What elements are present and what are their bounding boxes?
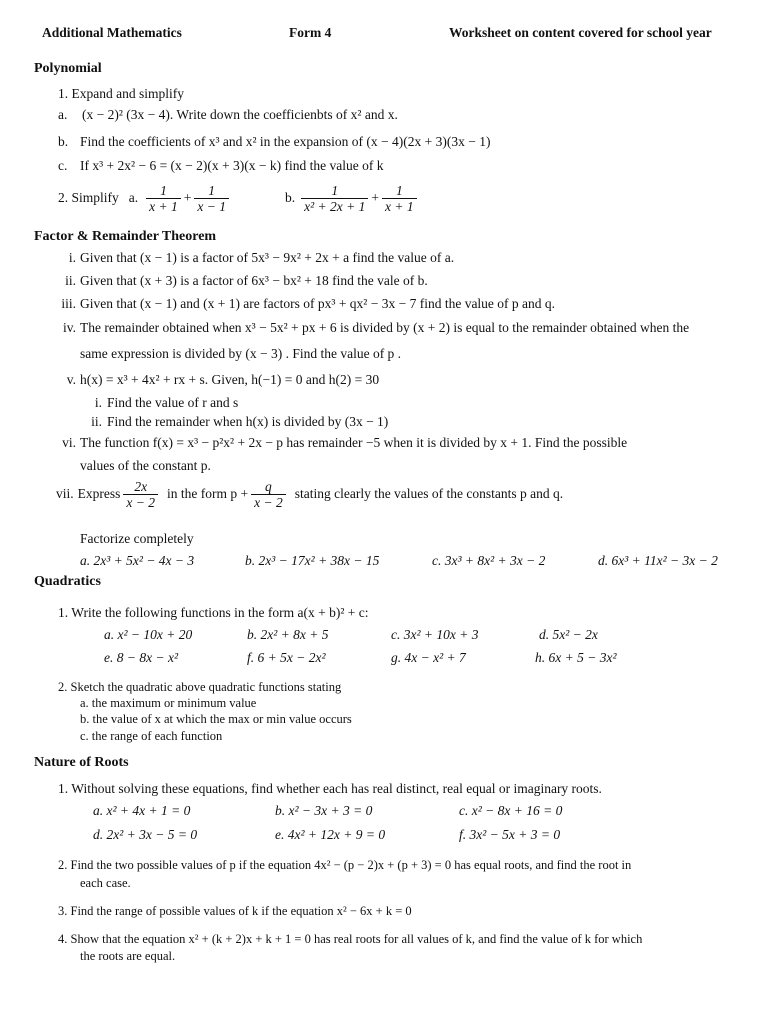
fraction-numerator: 1	[146, 183, 181, 199]
roots-item: e. 4x² + 12x + 9 = 0	[275, 827, 386, 842]
item-label: iii.	[61, 296, 76, 311]
form-label: Form 4	[289, 25, 332, 40]
item-label: ii.	[91, 414, 102, 429]
factor-item-i: Given that (x − 1) is a factor of 5x³ − 9x² + 2x + a find the value of a.	[80, 250, 455, 265]
poly-q1b: Find the coefficients of x³ and x² in the expansion of (x − 4)(2x + 3)(3x − 1)	[80, 134, 491, 149]
factor-item-iii: Given that (x − 1) and (x + 1) are factors of px³ + qx² − 3x − 7 find the value of p and q.	[80, 296, 556, 311]
section-heading-nature-of-roots: Nature of Roots	[34, 755, 129, 770]
plus-sign: +	[371, 190, 380, 205]
poly-q1: 1. Expand and simplify	[58, 86, 184, 101]
section-heading-quadratics: Quadratics	[34, 574, 101, 589]
roots-q4: 4. Show that the equation x² + (k + 2)x + k + 1 = 0 has real roots for all values of k, and find the value of k for which	[58, 932, 643, 946]
roots-item: b. x² − 3x + 3 = 0	[275, 803, 373, 818]
quad-q2-item: a. the maximum or minimum value	[80, 696, 257, 710]
text: in the form p +	[167, 486, 249, 501]
fraction-numerator: 2x	[123, 479, 158, 495]
fraction	[382, 183, 417, 214]
item-label: v.	[66, 372, 76, 387]
factor-item-iv-cont: same expression is divided by (x − 3) . Find the value of p .	[80, 346, 402, 361]
factorize-item: b. 2x³ − 17x² + 38x − 15	[245, 553, 380, 568]
item-label: i.	[68, 250, 76, 265]
fraction-denominator: x + 1	[385, 198, 414, 214]
item-label: ii.	[65, 273, 76, 288]
fraction-denominator: x − 1	[197, 198, 226, 214]
fraction-numerator: 1	[194, 183, 229, 199]
quad-item: a. x² − 10x + 20	[104, 627, 193, 642]
roots-q3: 3. Find the range of possible values of k if the equation x² − 6x + k = 0	[58, 904, 412, 918]
text: Express	[77, 486, 121, 501]
factorize-item: d. 6x³ + 11x² − 3x − 2	[598, 553, 718, 568]
roots-q2: 2. Find the two possible values of p if the equation 4x² − (p − 2)x + (p + 3) = 0 has equal roots, and find the root in	[58, 858, 632, 872]
roots-item: c. x² − 8x + 16 = 0	[459, 803, 563, 818]
plus-sign: +	[183, 190, 192, 205]
poly-q2a-label: a.	[128, 190, 139, 205]
roots-item: d. 2x² + 3x − 5 = 0	[93, 827, 198, 842]
poly-q2: 2. Simplify	[58, 190, 119, 205]
fraction-denominator: x − 2	[126, 494, 155, 510]
factor-item-ii: Given that (x + 3) is a factor of 6x³ − bx² + 18 find the vale of b.	[80, 273, 428, 288]
factorize-heading: Factorize completely	[80, 531, 194, 546]
roots-item: f. 3x² − 5x + 3 = 0	[459, 827, 561, 842]
subject-title: Additional Mathematics	[42, 25, 182, 40]
factorize-item: a. 2x³ + 5x² − 4x − 3	[80, 553, 195, 568]
quad-item: g. 4x − x² + 7	[391, 650, 466, 665]
fraction	[194, 183, 229, 214]
quad-item: e. 8 − 8x − x²	[104, 650, 178, 665]
fraction-denominator: x − 2	[254, 494, 283, 510]
factor-item-v-ii: Find the remainder when h(x) is divided by (3x − 1)	[107, 414, 389, 429]
quad-q2-item: c. the range of each function	[80, 729, 223, 743]
fraction-numerator: 1	[382, 183, 417, 199]
section-heading-polynomial: Polynomial	[34, 61, 102, 76]
fraction	[123, 479, 158, 510]
fraction-numerator: 1	[301, 183, 368, 199]
fraction-numerator: q	[251, 479, 286, 495]
roots-q1: 1. Without solving these equations, find whether each has real distinct, real equal or imaginary roots.	[58, 781, 602, 796]
roots-q2-cont: each case.	[80, 876, 131, 890]
fraction	[146, 183, 181, 214]
item-label: vii.	[56, 486, 74, 501]
fraction-denominator: x² + 2x + 1	[304, 198, 366, 214]
quad-q2: 2. Sketch the quadratic above quadratic functions stating	[58, 680, 342, 694]
quad-item: d. 5x² − 2x	[539, 627, 598, 642]
poly-q1a-label: a.	[58, 107, 68, 122]
factor-item-vi-cont: values of the constant p.	[80, 458, 211, 473]
section-heading-factor-remainder: Factor & Remainder Theorem	[34, 229, 217, 244]
fraction-denominator: x + 1	[149, 198, 178, 214]
roots-item: a. x² + 4x + 1 = 0	[93, 803, 191, 818]
poly-q1b-label: b.	[58, 134, 69, 149]
text: stating clearly the values of the constants p and q.	[294, 486, 564, 501]
factor-item-v: h(x) = x³ + 4x² + rx + s. Given, h(−1) = 0 and h(2) = 30	[80, 372, 380, 387]
poly-q2b-label: b.	[285, 190, 296, 205]
factor-item-vi: The function f(x) = x³ − p²x² + 2x − p has remainder −5 when it is divided by x + 1. Find the possible	[80, 435, 628, 450]
worksheet-title: Worksheet on content covered for school year	[449, 25, 712, 40]
poly-q1a: (x − 2)² (3x − 4). Write down the coefficienbts of x² and x.	[82, 107, 398, 122]
fraction	[251, 479, 286, 510]
quad-item: c. 3x² + 10x + 3	[391, 627, 479, 642]
quad-item: h. 6x + 5 − 3x²	[535, 650, 617, 665]
quad-q2-item: b. the value of x at which the max or min value occurs	[80, 712, 352, 726]
item-label: vi.	[62, 435, 76, 450]
poly-q2-row	[58, 180, 232, 216]
factor-item-iv: The remainder obtained when x³ − 5x² + px + 6 is divided by (x + 2) is equal to the remainder obtained when the	[80, 320, 690, 335]
fraction	[301, 183, 368, 214]
poly-q1c: If x³ + 2x² − 6 = (x − 2)(x + 3)(x − k) find the value of k	[80, 158, 384, 173]
item-label: i.	[94, 395, 102, 410]
factor-item-v-i: Find the value of r and s	[107, 395, 239, 410]
quad-item: b. 2x² + 8x + 5	[247, 627, 329, 642]
factor-item-vii	[56, 474, 563, 514]
roots-q4-cont: the roots are equal.	[80, 949, 176, 963]
poly-q1c-label: c.	[58, 158, 68, 173]
item-label: iv.	[63, 320, 76, 335]
poly-q2b-row	[285, 180, 420, 216]
quad-item: f. 6 + 5x − 2x²	[247, 650, 326, 665]
factorize-item: c. 3x³ + 8x² + 3x − 2	[432, 553, 546, 568]
quad-q1: 1. Write the following functions in the form a(x + b)² + c:	[58, 605, 369, 620]
